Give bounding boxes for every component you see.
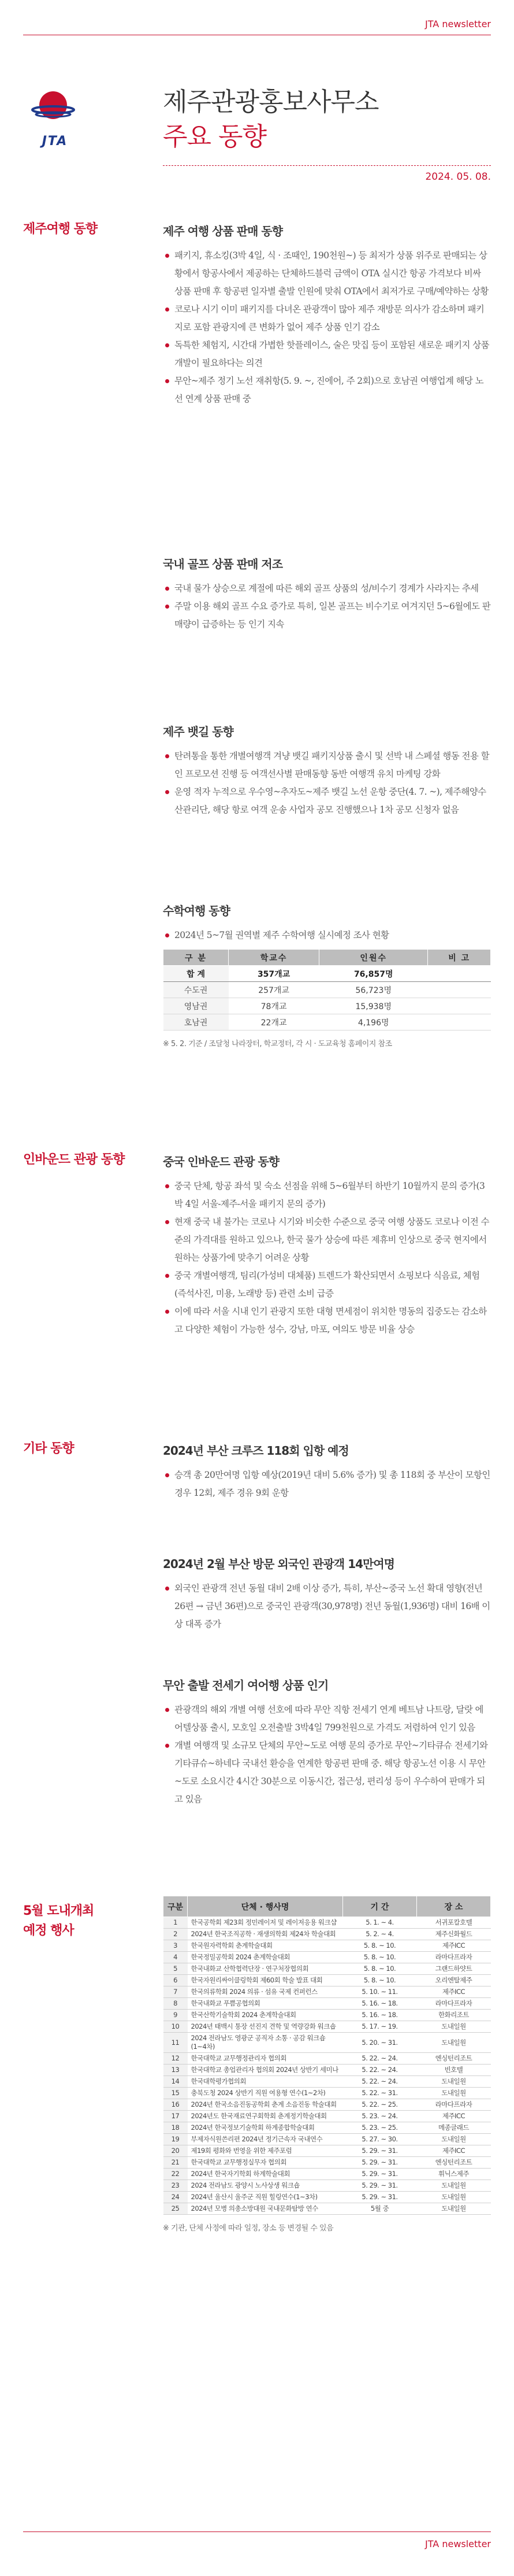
block-title: 수학여행 동향 <box>163 904 230 918</box>
table-cell: 11 <box>163 2033 188 2053</box>
table-cell: 도내일원 <box>417 2192 491 2203</box>
table-cell: 24 <box>163 2192 188 2203</box>
table-cell: 12 <box>163 2053 188 2064</box>
table-cell: 서귀포칼호텔 <box>417 1917 491 1929</box>
other-block-muan-charter <box>163 1676 491 1808</box>
table-cell: 2024 전라남도 광양시 노사상생 워크숍 <box>188 2180 343 2192</box>
table-cell: 휘닉스제주 <box>417 2169 491 2180</box>
table-cell: 그랜드하얏트 <box>417 1963 491 1975</box>
table-cell: 15,938명 <box>319 998 428 1014</box>
bullet-item: 이에 따라 서울 시내 인기 관광지 또한 대형 면세점이 위치한 명동의 집중도는 감소하고 다양한 체험이 가능한 성수, 강남, 마포, 여의도 방문 비율 상승 <box>163 1303 491 1339</box>
other-block-busan-visitors <box>163 1555 491 1633</box>
table-cell: 2024년도 한국재료연구회학회 춘계정기학술대회 <box>188 2111 343 2122</box>
table-cell: 5. 10. ~ 11. <box>343 1986 417 1998</box>
table-cell: 한국원자력학회 춘계학술대회 <box>188 1940 343 1952</box>
jeju-block-school-trip <box>163 902 491 1048</box>
bullet-item: 코로나 시기 이미 패키지를 다녀온 관광객이 많아 제주 재방문 의사가 감소하며 패키지로 포함 관광지에 큰 변화가 없어 제주 상품 인기 감소 <box>163 301 491 336</box>
bullet-item: 운영 적자 누적으로 우수영~추자도~제주 뱃길 노선 운항 중단(4. 7. ~), 제주해양수산관리단, 해당 항로 여객 운송 사업자 공모 진행했으나 1차 공모 신청자 없음 <box>163 783 491 819</box>
table-cell: 한국대학교 교무행정관리자 협의회 <box>188 2053 343 2064</box>
table-cell: 한화리조트 <box>417 2010 491 2021</box>
table-cell: 25 <box>163 2203 188 2215</box>
table-cell: 한국공학회 제23회 정민레이저 및 레이저응용 워크샵 <box>188 1917 343 1929</box>
jeju-block-product-sales <box>163 222 491 408</box>
block-title: 제주 여행 상품 판매 동향 <box>163 224 283 238</box>
table-row <box>163 2180 491 2192</box>
bullet-item: 외국인 관광객 전년 동월 대비 2배 이상 증가, 특히, 부산~중국 노선 확대 영향(전년 26편 → 금년 36편)으로 중국인 관광객(30,978명) 전년 동월(1,936명) 대비 16배 이상 대폭 증가 <box>163 1580 491 1633</box>
bullet-item: 중국 단체, 항공 좌석 및 숙소 선점을 위해 5~6월부터 하반기 10월까지 문의 증가(3박 4일 서울-제주-서울 패키지 문의 증가) <box>163 1177 491 1213</box>
table-cell: 한국내화교 푸쁨공협의회 <box>188 1998 343 2010</box>
table-cell: 5. 16. ~ 18. <box>343 2010 417 2021</box>
table-cell: 5 <box>163 1963 188 1975</box>
table-cell: 도내일원 <box>417 2088 491 2099</box>
table-cell: 10 <box>163 2021 188 2033</box>
table-cell: 5. 29. ~ 31. <box>343 2157 417 2169</box>
table-cell: 2024년 한국자기학회 하계학술대회 <box>188 2169 343 2180</box>
bullet-item: 주말 이용 해외 골프 수요 증가로 특히, 일본 골프는 비수기로 여겨지던 5~6월에도 판매량이 급증하는 등 인기 지속 <box>163 598 491 633</box>
table-cell: 5. 8. ~ 10. <box>343 1963 417 1975</box>
table-row <box>163 1986 491 1998</box>
table-cell <box>428 1014 491 1031</box>
table-cell: 영남권 <box>163 998 229 1014</box>
bullet-item: 국내 물가 상승으로 계절에 따른 해외 골프 상품의 성/비수기 경계가 사라지는 추세 <box>163 580 491 598</box>
table-row <box>163 2122 491 2134</box>
table-cell: 한국의류학회 2024 의류 · 섬유 국제 컨퍼런스 <box>188 1986 343 1998</box>
column-header: 기 간 <box>343 1896 417 1917</box>
table-cell: 76,857명 <box>319 966 428 982</box>
table-cell <box>428 998 491 1014</box>
table-cell <box>428 982 491 998</box>
table-cell: 3 <box>163 1940 188 1952</box>
table-cell: 5. 17. ~ 19. <box>343 2021 417 2033</box>
block-title: 제주 뱃길 동향 <box>163 725 233 739</box>
jeju-block-golf <box>163 555 491 633</box>
table-cell: 56,723명 <box>319 982 428 998</box>
table-cell: 충북도청 2024 상반기 직원 여용형 연수(1~2차) <box>188 2088 343 2099</box>
table-row <box>163 2099 491 2111</box>
table-row <box>163 2033 491 2053</box>
table-row <box>163 2010 491 2021</box>
logo-wordmark: JTA <box>42 134 68 149</box>
section-label-inbound: 인바운드 관광 동향 <box>23 1152 125 1167</box>
table-cell: 2024년 한국정보기술학회 하계종합학술대회 <box>188 2122 343 2134</box>
table-cell: 9 <box>163 2010 188 2021</box>
table-cell: 제주ICC <box>417 2111 491 2122</box>
table-cell: 엔싱턴리조트 <box>417 2053 491 2064</box>
table-cell: 357개교 <box>229 966 319 982</box>
table-cell: 14 <box>163 2076 188 2088</box>
table-cell: 호남권 <box>163 1014 229 1031</box>
table-cell: 5월 중 <box>343 2203 417 2215</box>
table-row <box>163 1014 491 1031</box>
table-row <box>163 1917 491 1929</box>
table-cell: 5. 22. ~ 24. <box>343 2064 417 2076</box>
table-cell: 수도권 <box>163 982 229 998</box>
table-row <box>163 998 491 1014</box>
table-cell: 2024 전라남도 영광군 공직자 소통 · 공감 워크숍(1~4차) <box>188 2033 343 2053</box>
table-row <box>163 2134 491 2145</box>
bullet-item: 승객 총 20만여명 입항 예상(2019년 대비 5.6% 증가) 및 총 118회 중 부산이 모항인 경우 12회, 제주 경유 9회 운항 <box>163 1466 491 1502</box>
table-cell: 5. 29. ~ 31. <box>343 2169 417 2180</box>
table-cell: 5. 22. ~ 24. <box>343 2076 417 2088</box>
table-cell: 7 <box>163 1986 188 1998</box>
other-block-cruise <box>163 1441 491 1502</box>
table-cell: 5. 16. ~ 18. <box>343 1998 417 2010</box>
table-cell: 257개교 <box>229 982 319 998</box>
table-cell: 한국자원리싸이클링학회 제60회 학술 발표 대회 <box>188 1975 343 1986</box>
table-cell: 78개교 <box>229 998 319 1014</box>
table-cell: 21 <box>163 2157 188 2169</box>
table-row <box>163 2192 491 2203</box>
table-cell: 제주ICC <box>417 1940 491 1952</box>
table-row <box>163 966 491 982</box>
events-footnote: ※ 기관, 단체 사정에 따라 일정, 장소 등 변경될 수 있음 <box>163 2224 334 2233</box>
table-cell: 한국대학평가협의회 <box>188 2076 343 2088</box>
table-cell: 엔싱턴리조트 <box>417 2157 491 2169</box>
table-cell: 2 <box>163 1929 188 1940</box>
table-cell: 2024년 울산시 울주군 직원 힐링연수(1~3차) <box>188 2192 343 2203</box>
section-label-line: 5월 도내개최 <box>23 1904 94 1918</box>
bullet-item: 무안~제주 정기 노선 재취항(5. 9. ~, 진에어, 주 2회)으로 호남권 여행업계 해당 노선 연계 상품 판매 중 <box>163 372 491 408</box>
block-title: 무안 출발 전세기 여어행 상품 인기 <box>163 1678 329 1692</box>
table-cell: 22 <box>163 2169 188 2180</box>
jta-logo-icon <box>30 86 76 132</box>
bullet-item: 탄려통을 통한 개별여행객 겨냥 뱃길 패키지상품 출시 및 선박 내 스페셜 행동 전용 할인 프로모션 진행 등 여객선사별 판매동향 동반 여행객 유치 마케팅 강화 <box>163 747 491 783</box>
table-cell: 5. 27. ~ 30. <box>343 2134 417 2145</box>
table-cell: 5. 22. ~ 24. <box>343 2053 417 2064</box>
table-row <box>163 2169 491 2180</box>
table-cell: 5. 2. ~ 4. <box>343 1929 417 1940</box>
bottom-divider <box>23 2531 491 2532</box>
block-title: 중국 인바운드 관광 동향 <box>163 1155 280 1169</box>
table-cell: 2024년 한국조직공학 · 재생의학회 제24차 학술대회 <box>188 1929 343 1940</box>
table-cell: 5. 29. ~ 31. <box>343 2145 417 2157</box>
table-row <box>163 2111 491 2122</box>
table-cell: 한국산학기술학회 2024 춘계학술대회 <box>188 2010 343 2021</box>
table-cell: 23 <box>163 2180 188 2192</box>
column-header: 비 고 <box>428 950 491 966</box>
table-footnote: ※ 5. 2. 기준 / 조달청 나라장터, 학교정터, 각 시 · 도교육청 홈페이지 참조 <box>163 1040 392 1048</box>
table-cell: 도내일원 <box>417 2033 491 2053</box>
table-header-row <box>163 950 491 966</box>
section-label-line: 예정 행사 <box>23 1923 74 1938</box>
table-row <box>163 2145 491 2157</box>
bullet-item: 개별 여행객 및 소규모 단체의 무안~도로 여행 문의 증가로 무안~기타큐슈 전세기와 기타큐슈~하네다 국내선 환승을 연계한 항공편 판매 중. 해당 항공노선 이용 시 무안~도로 소요시간 4시간 30분으로 이동시간, 접근성, 편리성 등이 우수하여 판매가 되고 있음 <box>163 1737 491 1808</box>
bullet-item: 관광객의 해외 개별 여행 선호에 따라 무안 직항 전세기 연계 베트남 나트랑, 달랏 에어텔상품 출시, 모호일 오전출발 3박4일 799천원으로 가격도 저렴하여 인기 있음 <box>163 1701 491 1737</box>
table-cell: 5. 23. ~ 24. <box>343 2111 417 2122</box>
table-cell: 도내일원 <box>417 2021 491 2033</box>
table-cell: 5. 29. ~ 31. <box>343 2192 417 2203</box>
table-cell: 5. 8. ~ 10. <box>343 1975 417 1986</box>
table-row <box>163 1963 491 1975</box>
table-cell: 제19회 평화와 번영을 위한 제주포럼 <box>188 2145 343 2157</box>
school-trip-table <box>163 949 491 1031</box>
table-cell: 2024년 한국소음진동공학회 춘계 소음진동 학술대회 <box>188 2099 343 2111</box>
table-cell: 제주ICC <box>417 2145 491 2157</box>
jeju-block-sea-route <box>163 722 491 819</box>
table-cell: 한국대학교 교무행정실무자 협의회 <box>188 2157 343 2169</box>
table-cell: 도내일원 <box>417 2203 491 2215</box>
table-row <box>163 1929 491 1940</box>
section-label-other: 기타 동향 <box>23 1441 74 1456</box>
bullet-item: 현재 중국 내 불가는 코로나 시기와 비슷한 수준으로 중국 여행 상품도 코로나 이전 수준의 가격대를 원하고 있으나, 한국 물가 상승에 따른 제휴비 인상으로 중국 현지에서 원하는 상품가에 맞추기 어려운 상황 <box>163 1213 491 1267</box>
events-block <box>163 1896 491 2233</box>
table-cell: 20 <box>163 2145 188 2157</box>
issue-date: 2024. 05. 08. <box>425 171 491 183</box>
table-cell: 제주ICC <box>417 1986 491 1998</box>
block-title: 국내 골프 상품 판매 저조 <box>163 557 283 571</box>
bullet-item: 중국 개별여행객, 팀리(가성비 대체품) 트렌드가 확산되면서 쇼핑보다 식음료, 체험(즉석사진, 미용, 노래방 등) 관련 소비 급증 <box>163 1267 491 1303</box>
table-cell: 라마다프라자 <box>417 1952 491 1963</box>
table-cell: 4 <box>163 1952 188 1963</box>
table-cell: 라마다프라자 <box>417 2099 491 2111</box>
table-cell: 도내일원 <box>417 2134 491 2145</box>
table-cell: 제주신화월드 <box>417 1929 491 1940</box>
table-cell: 5. 22. ~ 31. <box>343 2088 417 2099</box>
table-cell: 메종글래드 <box>417 2122 491 2134</box>
table-cell: 19 <box>163 2134 188 2145</box>
bullet-item: 패키지, 휴소킹(3박 4일, 식 · 조때인, 190천원~) 등 최저가 상품 위주로 판매되는 상황에서 항공사에서 제공하는 단체하드블럭 금액이 OTA 실시간 항공 가격보다 비싸 상품 판매 후 항공편 일자별 출발 인원에 맞춰 OTA에서 최저가로 구매/예약하는 상황 <box>163 247 491 301</box>
column-header: 단체 · 행사명 <box>188 1896 343 1917</box>
table-cell: 2024년 모병 의총소방대원 국내문화탐방 연수 <box>188 2203 343 2215</box>
table-cell: 22개교 <box>229 1014 319 1031</box>
date-divider <box>163 165 491 166</box>
table-cell: 8 <box>163 1998 188 2010</box>
column-header: 구분 <box>163 1896 188 1917</box>
inbound-block-china <box>163 1152 491 1339</box>
table-cell: 합 계 <box>163 966 229 982</box>
newsletter-label-bottom: JTA newsletter <box>425 2538 491 2549</box>
bullet-item: 2024년 5~7월 권역별 제주 수학여행 실시예정 조사 현황 <box>163 926 491 944</box>
column-header: 학교수 <box>229 950 319 966</box>
table-cell: 라마다프라자 <box>417 1998 491 2010</box>
table-cell: 부제자식원쓴리편 2024년 정기근속자 국내연수 <box>188 2134 343 2145</box>
table-cell: 5. 23. ~ 25. <box>343 2122 417 2134</box>
page-title-line1: 제주관광홍보사무소 <box>163 87 379 117</box>
page-title-line2: 주요 동향 <box>163 122 267 151</box>
table-row <box>163 2157 491 2169</box>
table-cell: 오리엔탈제주 <box>417 1975 491 1986</box>
table-row <box>163 982 491 998</box>
table-cell: 5. 29. ~ 31. <box>343 2180 417 2192</box>
table-cell: 5. 8. ~ 10. <box>343 1940 417 1952</box>
table-row <box>163 2021 491 2033</box>
table-cell: 한국내화교 산학협력단장 · 연구처장협의회 <box>188 1963 343 1975</box>
table-row <box>163 2076 491 2088</box>
bullet-item: 독특한 체험지, 시간대 가볍한 핫플레이스, 술은 맛집 등이 포함된 새로운 패키지 상품 개발이 필요하다는 의견 <box>163 336 491 372</box>
table-cell: 13 <box>163 2064 188 2076</box>
table-row <box>163 1940 491 1952</box>
table-cell: 도내일원 <box>417 2076 491 2088</box>
table-row <box>163 1998 491 2010</box>
block-title: 2024년 부산 크루즈 118회 입항 예정 <box>163 1444 349 1458</box>
table-row <box>163 1975 491 1986</box>
table-cell: 4,196명 <box>319 1014 428 1031</box>
newsletter-label-top: JTA newsletter <box>425 18 491 29</box>
table-header-row <box>163 1896 491 1917</box>
table-cell: 5. 8. ~ 10. <box>343 1952 417 1963</box>
table-cell: 도내일원 <box>417 2180 491 2192</box>
table-cell: 한국대학교 총업관리자 협의회 2024년 상반기 세미나 <box>188 2064 343 2076</box>
table-cell: 6 <box>163 1975 188 1986</box>
column-header: 인원수 <box>319 950 428 966</box>
table-cell: 17 <box>163 2111 188 2122</box>
table-cell: 15 <box>163 2088 188 2099</box>
events-table <box>163 1896 491 2215</box>
table-cell: 5. 1. ~ 4. <box>343 1917 417 1929</box>
column-header: 구 분 <box>163 950 229 966</box>
table-cell <box>428 966 491 982</box>
column-header: 장 소 <box>417 1896 491 1917</box>
table-cell: 2024년 태백시 통장 선진지 견학 및 역량강화 워크숍 <box>188 2021 343 2033</box>
table-row <box>163 2203 491 2215</box>
table-cell: 16 <box>163 2099 188 2111</box>
table-row <box>163 1952 491 1963</box>
table-row <box>163 2088 491 2099</box>
table-cell: 1 <box>163 1917 188 1929</box>
table-cell: 빈호텔 <box>417 2064 491 2076</box>
block-title: 2024년 2월 부산 방문 외국인 관광객 14만여명 <box>163 1557 394 1571</box>
table-cell: 5. 22. ~ 25. <box>343 2099 417 2111</box>
table-cell: 18 <box>163 2122 188 2134</box>
section-label-jeju: 제주여행 동향 <box>23 222 98 236</box>
table-cell: 한국정밀공학회 2024 춘계학술대회 <box>188 1952 343 1963</box>
table-row <box>163 2053 491 2064</box>
section-label-events <box>23 1902 94 1941</box>
table-cell: 5. 20. ~ 31. <box>343 2033 417 2053</box>
table-row <box>163 2064 491 2076</box>
